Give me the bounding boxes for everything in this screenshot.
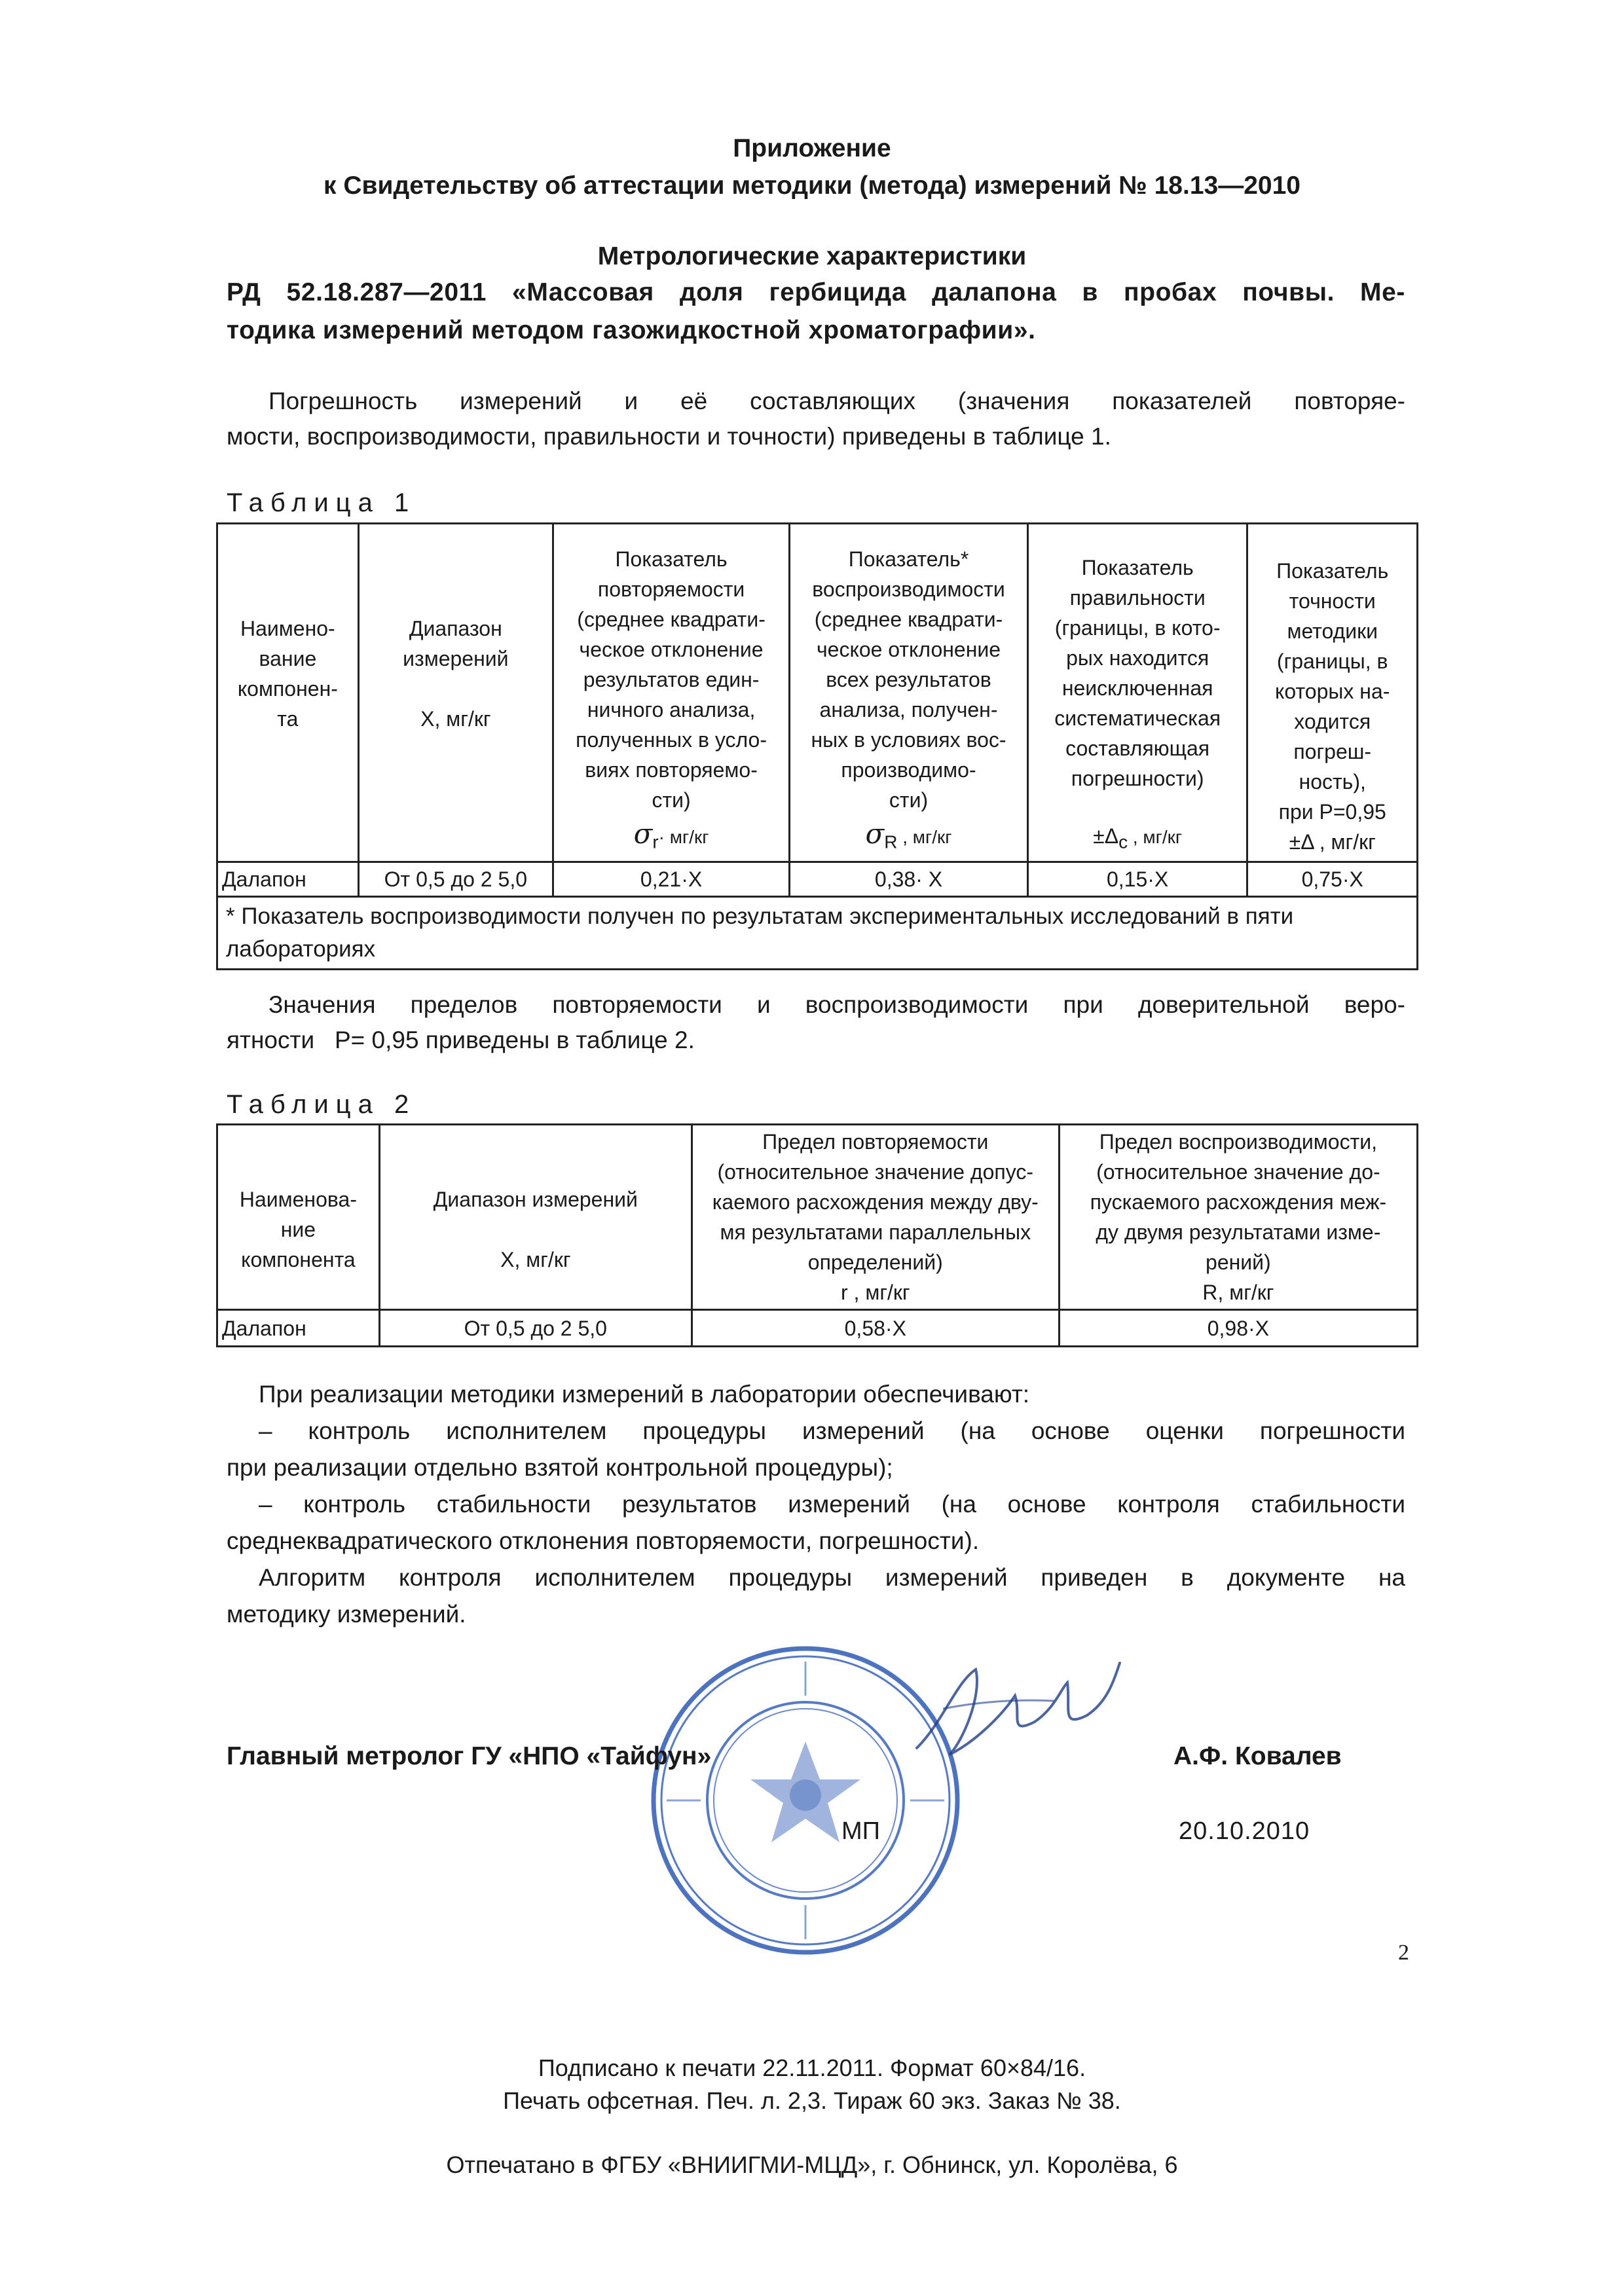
document-title-line-2: тодика измерений методом газожидкостной хроматографии». <box>227 316 1036 344</box>
t1-header-reproducibility: Показатель* воспроизводимости (среднее квадрати- ческое отклонение всех результатов анализа, получен- ных в условиях вос- производимо- сти) $\sigma_R$ , мг/кг <box>790 524 1028 862</box>
t1-row-trueness: 0,15·X <box>1027 862 1247 897</box>
stamp-place-label: МП <box>841 1817 880 1845</box>
appendix-title: Приложение <box>733 134 891 162</box>
t1-header-trueness: Показатель правильности (границы, в кото- рых находится неисключенная систематическая составляющая погрешности) $\pm\Delta_c$ , мг/кг <box>1027 524 1247 862</box>
section-title: Метрологические характеристики <box>597 242 1027 270</box>
control-item2-line1: – контроль стабильности результатов измерений (на основе контроля стабильности <box>259 1491 1405 1518</box>
table2-caption: Таблица 2 <box>227 1090 416 1119</box>
intro-line-2: мости, воспроизводимости, правильности и точности) приведены в таблице 1. <box>227 423 1111 450</box>
position-title: Главный метролог ГУ «НПО «Тайфун» <box>227 1742 712 1770</box>
t2-header-component: Наименова- ние компонента <box>217 1125 380 1310</box>
control-item2-line2: среднеквадратического отклонения повторяемости, погрешности). <box>227 1527 980 1554</box>
table1-caption: Таблица 1 <box>227 488 416 517</box>
t1-footnote: * Показатель воспроизводимости получен по результатам экспериментальных исследований в пяти лабораториях <box>217 897 1418 970</box>
t2-row-range: От 0,5 до 2 5,0 <box>379 1310 692 1347</box>
table-1 <box>216 522 1418 970</box>
t1-row-component: Далапон <box>217 862 359 897</box>
t1-header-range: Диапазон измерений X, мг/кг <box>358 524 553 862</box>
document-title-line-1: РД 52.18.287—2011 «Массовая доля гербицида далапона в пробах почвы. Ме- <box>227 278 1405 306</box>
t2-row-reproducibility: 0,98·X <box>1059 1310 1417 1347</box>
colophon-line-2: Печать офсетная. Печ. л. 2,3. Тираж 60 экз. Заказ № 38. <box>503 2087 1121 2114</box>
appendix-subtitle: к Свидетельству об аттестации методики (метода) измерений № 18.13—2010 <box>323 172 1301 200</box>
t1-header-repeatability: Показатель повторяемости (среднее квадрати- ческое отклонение результатов един- ничного анализа, полученных в усло- виях повторяемо- сти) $\sigma_r\cdot мг/кг$ <box>553 524 789 862</box>
control-intro: При реализации методики измерений в лаборатории обеспечивают: <box>259 1381 1030 1408</box>
t1-row-repeatability: 0,21·X <box>553 862 789 897</box>
colophon-line-1: Подписано к печати 22.11.2011. Формат 60×84/16. <box>538 2054 1086 2081</box>
page-number: 2 <box>1398 1941 1409 1965</box>
control-algo-line2: методику измерений. <box>227 1601 466 1628</box>
t2-header-reproducibility: Предел воспроизводимости, (относительное значение до- пускаемого расхождения меж- ду двумя результатами изме- рений) R, мг/кг <box>1059 1125 1417 1310</box>
table-2 <box>216 1123 1418 1347</box>
signatory-name: А.Ф. Ковалев <box>1173 1742 1342 1770</box>
control-item1-line2: при реализации отдельно взятой контрольной процедуры); <box>227 1454 893 1481</box>
intro-line-1: Погрешность измерений и её составляющих (значения показателей повторяе- <box>268 388 1405 414</box>
t1-header-component: Наимено- вание компонен- та <box>217 524 359 862</box>
control-item1-line1: – контроль исполнителем процедуры измерений (на основе оценки погрешности <box>259 1417 1405 1444</box>
t2-row-component: Далапон <box>217 1310 380 1347</box>
control-algo-line1: Алгоритм контроля исполнителем процедуры измерений приведен в документе на <box>259 1564 1405 1591</box>
limits-line-1: Значения пределов повторяемости и воспроизводимости при доверительной веро- <box>268 991 1405 1018</box>
t1-row-accuracy: 0,75·X <box>1247 862 1418 897</box>
signature-date: 20.10.2010 <box>1179 1817 1310 1845</box>
t2-row-repeatability: 0,58·X <box>692 1310 1059 1347</box>
t2-header-repeatability: Предел повторяемости (относительное значение допус- каемого расхождения между дву- мя результатами параллельных определений) r , мг/кг <box>692 1125 1059 1310</box>
t2-header-range: Диапазон измерений X, мг/кг <box>379 1125 692 1310</box>
t1-row-reproducibility: 0,38· X <box>790 862 1028 897</box>
limits-line-2: ятности P= 0,95 приведены в таблице 2. <box>227 1027 695 1053</box>
handwritten-signature-icon <box>904 1643 1139 1774</box>
colophon-line-3: Отпечатано в ФГБУ «ВНИИГМИ-МЦД», г. Обнинск, ул. Королёва, 6 <box>446 2151 1178 2178</box>
t1-header-accuracy: Показатель точности методики (границы, в которых на- ходится погреш- ность), при P=0,95 ±Δ , мг/кг <box>1247 524 1418 862</box>
t1-row-range: От 0,5 до 2 5,0 <box>358 862 553 897</box>
